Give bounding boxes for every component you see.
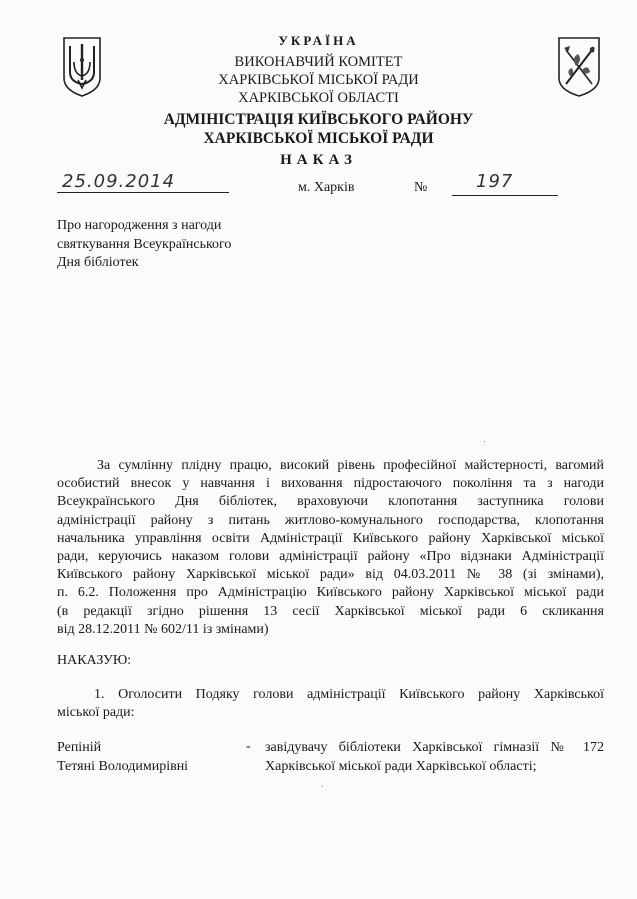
administration-heading-line1: АДМІНІСТРАЦІЯ КИЇВСЬКОГО РАЙОНУ xyxy=(163,111,474,128)
item-line: 1. Оголосити Подяку голови адміністрації Київського району Харківської xyxy=(94,687,604,702)
handwritten-date: 25.09.2014 xyxy=(62,171,176,192)
preamble-line: адміністрації району з питань житлово-комунального господарства, клопотання xyxy=(57,512,604,528)
scan-speck xyxy=(322,786,323,787)
subject-line: святкування Всеукраїнського xyxy=(57,236,232,252)
preamble-line: ради, керуючись наказом голови адміністрації району «Про відзнаки Адміністрації xyxy=(57,549,604,565)
preamble-line: від 28.12.2011 № 602/11 із змінами) xyxy=(57,621,269,637)
handwritten-number: 197 xyxy=(476,171,514,192)
awardee-position-line: Харківської міської ради Харківської області; xyxy=(265,758,537,774)
city-label: м. Харків xyxy=(298,180,355,195)
preamble-line: начальника управління освіти Адміністрації Київського району Харківської міської xyxy=(57,530,604,546)
subject-line: Про нагородження з нагоди xyxy=(57,218,222,233)
number-underline xyxy=(452,195,558,196)
region-heading: ХАРКІВСЬКОЇ ОБЛАСТІ xyxy=(238,90,399,106)
administration-heading-line2: ХАРКІВСЬКОЇ МІСЬКОЇ РАДИ xyxy=(203,130,434,147)
date-underline xyxy=(57,192,229,193)
number-label: № xyxy=(414,180,428,195)
preamble-line: п. 6.2. Положення про Адміністрацію Київського району Харківської міської ради xyxy=(57,585,604,601)
awardee-dash: - xyxy=(246,739,251,754)
awardee-position-line: завідувачу бібліотеки Харківської гімназії № 172 xyxy=(265,740,604,755)
order-item-1 xyxy=(57,686,604,722)
scan-speck xyxy=(484,441,485,442)
preamble-line: За сумлінну плідну працю, високий рівень професійної майстерності, вагомий xyxy=(97,458,604,473)
item-line: міської ради: xyxy=(57,705,135,721)
order-subject xyxy=(57,217,231,273)
country-heading: УКРАЇНА xyxy=(278,33,359,48)
preamble-line: (в редакції згідно рішення 13 сесії Харківської міської ради 6 скликання xyxy=(57,603,604,619)
subject-line: Дня бібліотек xyxy=(57,255,139,270)
preamble-line: особистий внесок у навчання і виховання підростаючого покоління та з нагоди xyxy=(57,476,604,492)
awardee-given-names: Тетяні Володимирівні xyxy=(57,758,189,774)
order-directive-word: НАКАЗУЮ: xyxy=(57,653,132,668)
awardee-name xyxy=(57,739,188,776)
awardee-surname: Репіній xyxy=(57,740,102,755)
preamble-line: Київського району Харківської міської ради» від 04.03.2011 № 38 (зі змінами), xyxy=(57,567,604,583)
city-council-heading: ХАРКІВСЬКОЇ МІСЬКОЇ РАДИ xyxy=(218,72,419,88)
awardee-position xyxy=(265,739,604,776)
preamble-paragraph xyxy=(57,457,604,639)
document-type-title: НАКАЗ xyxy=(280,152,357,168)
committee-heading: ВИКОНАВЧИЙ КОМІТЕТ xyxy=(234,54,403,70)
preamble-line: Всеукраїнського Дня бібліотек, враховуючи клопотання заступника голови xyxy=(57,494,604,510)
